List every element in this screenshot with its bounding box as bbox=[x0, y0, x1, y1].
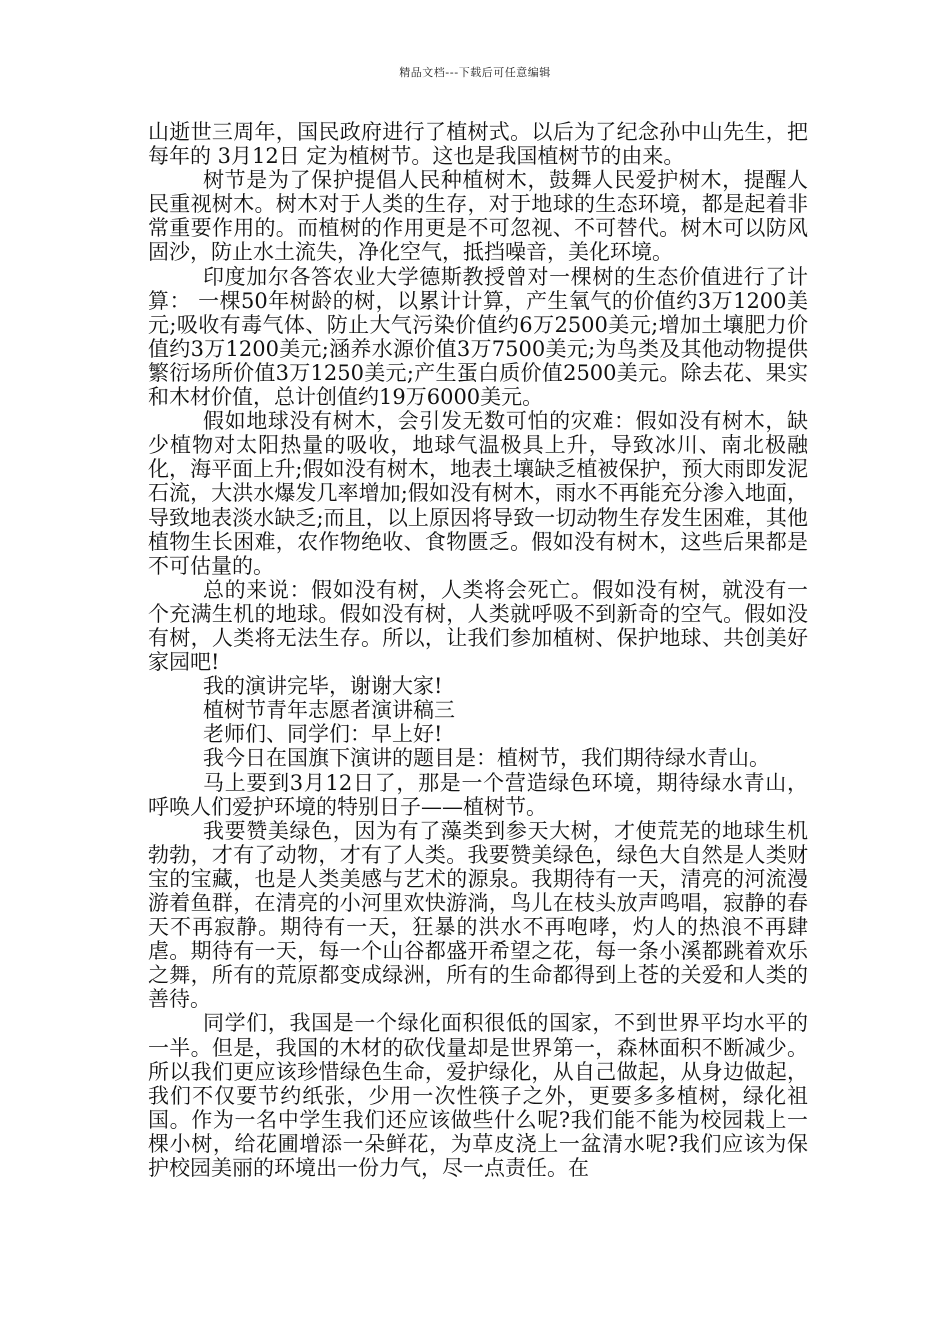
page-header: 精品文档---下载后可任意编辑 bbox=[399, 66, 551, 79]
paragraph: 我的演讲完毕，谢谢大家! bbox=[203, 674, 443, 699]
paragraph: 马上要到3月12日了，那是一个营造绿色环境，期待绿水青山，呼唤人们爱护环境的特别日子——植树节。 bbox=[148, 770, 808, 819]
section-title: 植树节青年志愿者演讲稿三 bbox=[203, 698, 455, 723]
paragraph: 老师们、同学们：早上好! bbox=[203, 722, 443, 747]
paragraph: 印度加尔各答农业大学德斯教授曾对一棵树的生态价值进行了计算： 一棵50年树龄的树，以累计计算，产生氧气的价值约3万1200美元;吸收有毒气体、防止大气污染价值约6万2500美元;增加土壤肥力价值约3万1200美元;涵养水源价值3万7500美元;为鸟类及其他动物提供繁衍场所价值3万1250美元;产生蛋白质价值2500美元。除去花、果实和木材价值，总计创值约19万6000美元。 bbox=[148, 264, 808, 410]
paragraph: 我要赞美绿色，因为有了藻类到参天大树，才使荒芜的地球生机勃勃，才有了动物，才有了人类。我要赞美绿色，绿色大自然是人类财宝的宝藏，也是人类美感与艺术的源泉。我期待有一天，清亮的河流漫游着鱼群，在清亮的小河里欢快游淌，鸟儿在枝头放声鸣唱，寂静的春天不再寂静。期待有一天，狂暴的洪水不再咆哮，灼人的热浪不再肆虐。期待有一天，每一个山谷都盛开希望之花，每一条小溪都跳着欢乐之舞，所有的荒原都变成绿洲，所有的生命都得到上苍的关爱和人类的善待。 bbox=[148, 818, 808, 1012]
paragraph: 总的来说：假如没有树，人类将会死亡。假如没有树，就没有一个充满生机的地球。假如没有树，人类就呼吸不到新奇的空气。假如没有树，人类将无法生存。所以，让我们参加植树、保护地球、共创美好家园吧! bbox=[148, 577, 808, 675]
paragraph: 同学们，我国是一个绿化面积很低的国家，不到世界平均水平的一半。但是，我国的木材的砍伐量却是世界第一，森林面积不断减少。所以我们更应该珍惜绿色生命，爱护绿化，从自己做起，从身边做起，我们不仅要节约纸张，少用一次性筷子之外，更要多多植树，绿化祖国。作为一名中学生我们还应该做些什么呢?我们能不能为校园栽上一棵小树，给花圃增添一朵鲜花，为草皮浇上一盆清水呢?我们应该为保护校园美丽的环境出一份力气，尽一点责任。在 bbox=[148, 1011, 808, 1181]
paragraph: 山逝世三周年，国民政府进行了植树式。以后为了纪念孙中山先生，把每年的 3月12日 定为植树节。这也是我国植树节的由来。 bbox=[148, 120, 808, 169]
paragraph: 树节是为了保护提倡人民种植树木，鼓舞人民爱护树木，提醒人民重视树木。树木对于人类的生存，对于地球的生态环境，都是起着非常重要作用的。而植树的作用更是不可忽视、不可替代。树木可以防风固沙，防止水土流失，净化空气，抵挡噪音，美化环境。 bbox=[148, 168, 808, 265]
paragraph: 假如地球没有树木，会引发无数可怕的灾难：假如没有树木，缺少植物对太阳热量的吸收，地球气温极具上升，导致冰川、南北极融化，海平面上升;假如没有树木，地表土壤缺乏植被保护，预大雨即发泥石流，大洪水爆发几率增加;假如没有树木，雨水不再能充分渗入地面，导致地表淡水缺乏;而且，以上原因将导致一切动物生存发生困难，其他植物生长困难，农作物绝收、食物匮乏。假如没有树木，这些后果都是不可估量的。 bbox=[148, 409, 808, 578]
document-body bbox=[148, 120, 808, 1180]
paragraph: 我今日在国旗下演讲的题目是：植树节，我们期待绿水青山。 bbox=[203, 746, 770, 771]
